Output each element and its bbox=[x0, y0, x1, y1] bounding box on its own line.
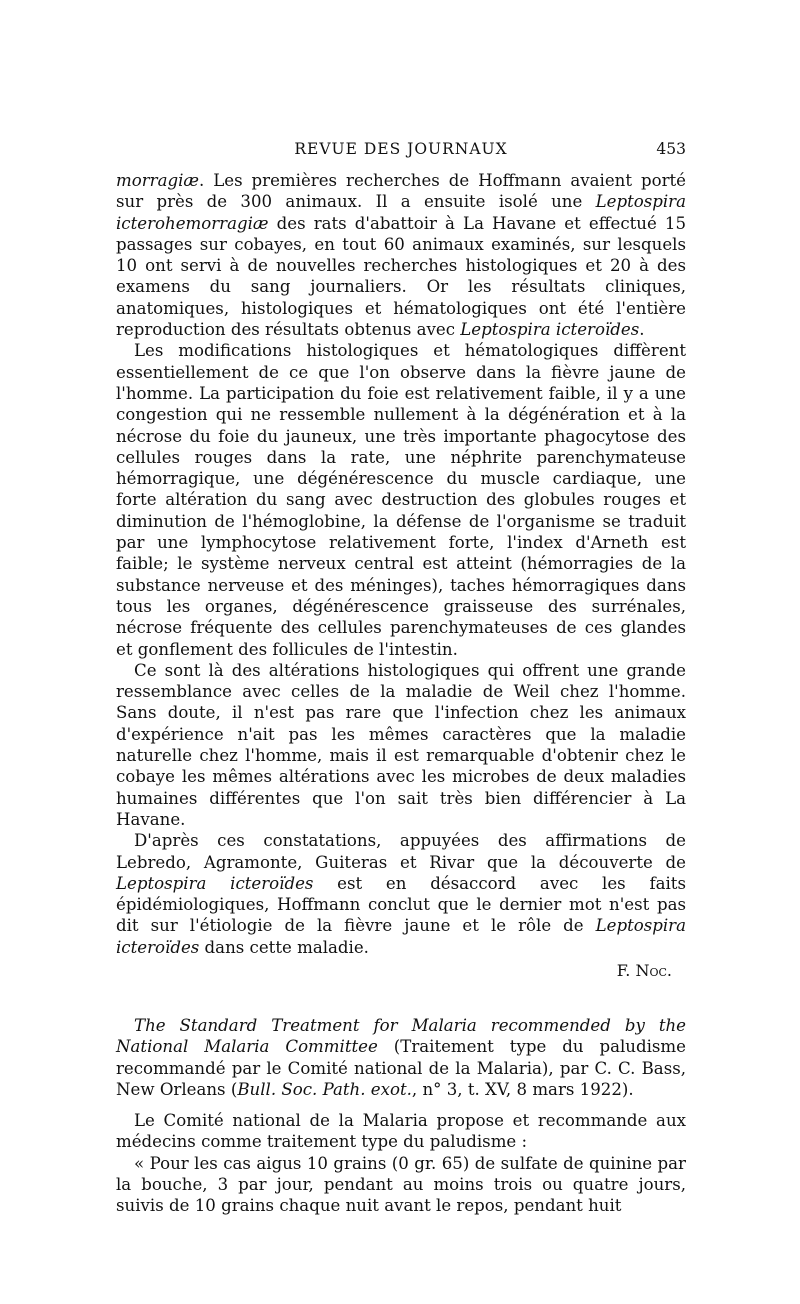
journal-name: Bull. Soc. Path. exot. bbox=[237, 1079, 412, 1099]
paragraph-quinine: « Pour les cas aigus 10 grains (0 gr. 65) de sulfate de quinine par la bouche, 3 par jour, pendant au moins trois ou quatre jours, suivis de 10 grains chaque nuit avant le repos, pendant huit bbox=[116, 1153, 686, 1216]
italic-term: Leptospira icteroïdes bbox=[460, 320, 640, 340]
section-spacer bbox=[116, 1100, 686, 1110]
text-run: . bbox=[639, 320, 645, 340]
section-spacer bbox=[116, 981, 686, 1015]
italic-term: Leptospira icteroïdes bbox=[116, 916, 686, 957]
text-run: dans cette maladie. bbox=[199, 937, 369, 957]
review-citation bbox=[116, 1015, 686, 1100]
paragraph-continuation bbox=[116, 170, 686, 340]
text-run: D'après ces constatations, appuyées des affirmations de Lebredo, Agramonte, Guiteras et Rivar que la découverte de bbox=[116, 831, 686, 872]
paragraph-conclusion bbox=[116, 830, 686, 958]
paragraph-histology: Les modifications histologiques et hématologiques diffèrent essentiellement de ce que l'on observe dans la fièvre jaune de l'homme. La participation du foie est relativement faible, il y a une congestion qui ne ressemble nullement à la dégénération et à la nécrose du foie du jauneux, une très importante phagocytose des cellules rouges dans la rate, une néphrite parenchymateuse hémorragique, une dégénérescence du muscle cardiaque, une forte altération du sang avec destruction des globules rouges et diminution de l'hémoglobine, la défense de l'organisme se traduit par une lymphocytose relativement forte, l'index d'Arneth est faible; le système nerveux central est atteint (hémorragies de la substance nerveuse et des méninges), taches hémorragiques dans tous les organes, dégénérescence graisseuse des surrénales, nécrose fréquente des cellules parenchymateuses de ces glandes et gonflement des follicules de l'intestin. bbox=[116, 341, 686, 659]
italic-term: morragiæ bbox=[116, 171, 200, 190]
running-head bbox=[116, 140, 686, 170]
page-number: 453 bbox=[656, 140, 686, 158]
text-run: (Traitement type du paludisme recommandé par le Comité national de la Malaria), par C. C. Bass, New Orleans ( bbox=[116, 1037, 686, 1099]
paragraph-committee: Le Comité national de la Malaria propose et recommande aux médecins comme traitement type du paludisme : bbox=[116, 1111, 686, 1152]
paragraph-resemblance: Ce sont là des altérations histologiques qui offrent une grande ressemblance avec celles de la maladie de Weil chez l'homme. Sans doute, il n'est pas rare que l'infection chez les animaux d'expérience n'ait pas les mêmes caractères que la maladie naturelle chez l'homme, mais il est remarquable d'obtenir chez le cobaye les mêmes altérations avec les microbes de deux maladies humaines différentes que l'on sait très bien différencier à La Havane. bbox=[116, 660, 686, 829]
article-body bbox=[116, 170, 686, 1217]
italic-term: Leptospira icterohemorragiæ bbox=[116, 192, 686, 233]
running-title: REVUE DES JOURNAUX bbox=[294, 140, 508, 158]
journal-page bbox=[116, 140, 686, 1217]
italic-term: Leptospira icteroïdes bbox=[116, 873, 314, 893]
author-signature: F. Noc. bbox=[616, 960, 672, 980]
text-run: est en désaccord avec les faits épidémiologiques, Hoffmann conclut que le dernier mot n'est pas dit sur l'étiologie de la fièvre jaune et le rôle de bbox=[116, 873, 686, 936]
text-run: , n° 3, t. XV, 8 mars 1922). bbox=[411, 1079, 634, 1099]
review-title: The Standard Treatment for Malaria recommended by the National Malaria Committee bbox=[116, 1015, 686, 1057]
text-run: des rats d'abattoir à La Havane et effectué 15 passages sur cobayes, en tout 60 animaux examinés, sur lesquels 10 ont servi à de nouvelles recherches histologiques et 20 à des examens du sang journaliers. Or les résultats cliniques, anatomiques, histologiques et hématologiques ont été l'entière reproduction des résultats obtenus avec bbox=[116, 213, 686, 340]
text-run: . Les premières recherches de Hoffmann avaient porté sur près de 300 animaux. Il a ensuite isolé une bbox=[116, 171, 686, 212]
